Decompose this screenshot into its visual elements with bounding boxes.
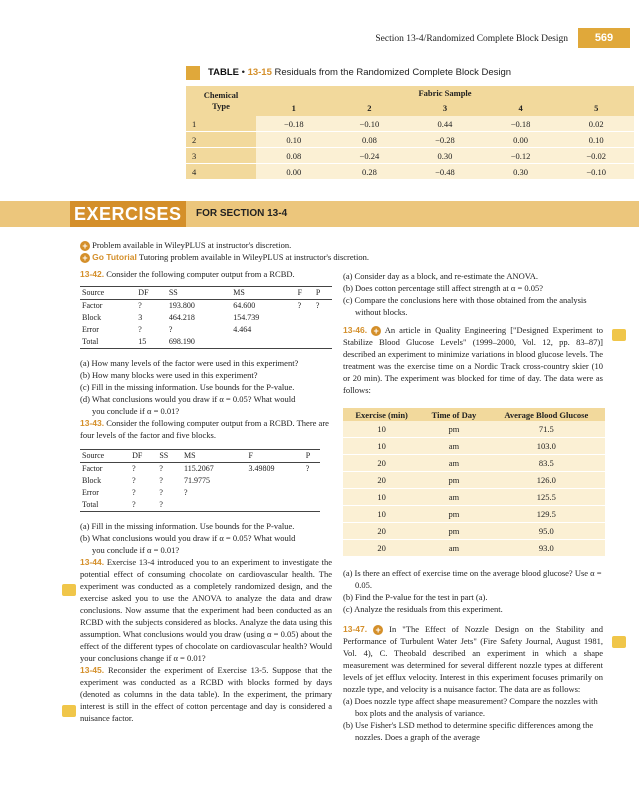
question: (b) Find the P-value for the test in part (a). xyxy=(343,592,488,602)
exercise-text: Consider the following computer output from a RCBD. xyxy=(106,269,295,279)
table-row: 10 pm 71.5 xyxy=(343,421,605,438)
table-row: 2 0.10 0.08 −0.28 0.00 0.10 xyxy=(186,132,634,148)
table-row: 20 am 93.0 xyxy=(343,540,605,557)
group-header: Fabric Sample xyxy=(256,86,634,100)
table-row: 4 0.00 0.28 −0.48 0.30 −0.10 xyxy=(186,164,634,180)
plus-icon: + xyxy=(80,241,90,251)
note-tutorial xyxy=(80,252,369,263)
exercise-number: 13-46. xyxy=(343,325,368,335)
table-label: TABLE xyxy=(208,67,239,78)
exercise-number: 13-45. xyxy=(80,665,105,675)
anova-output-1: Source DF SS MS F P Factor ? 193.800 64.600 ? ? Block 3 464.218 154.739 Error ? ? 4.464 Total 15 698.190 xyxy=(80,286,332,349)
question: (a) Consider day as a block, and re-estimate the ANOVA. xyxy=(343,271,539,281)
table-row: 20 pm 95.0 xyxy=(343,523,605,540)
residuals-table xyxy=(186,86,634,180)
plus-icon: + xyxy=(80,253,90,263)
question: (a) How many levels of the factor were used in this experiment? xyxy=(80,358,299,368)
col-header: Average Blood Glucose xyxy=(488,408,605,421)
exercise-13-46 xyxy=(343,324,603,396)
plus-icon: + xyxy=(373,625,383,635)
table-row: 10 am 125.5 xyxy=(343,489,605,506)
question: (c) Compare the conclusions here with those obtained from the analysis without blocks. xyxy=(343,295,587,317)
question: (b) What conclusions would you draw if α = 0.05? What would xyxy=(80,533,296,543)
table-row: 10 pm 129.5 xyxy=(343,506,605,523)
table-number: 13-15 xyxy=(247,67,272,78)
exercise-number: 13-44. xyxy=(80,557,105,567)
question: you conclude if α = 0.01? xyxy=(92,545,180,555)
glucose-table xyxy=(343,408,605,557)
banner-subtitle: FOR SECTION 13-4 xyxy=(196,208,288,219)
page-number: 569 xyxy=(578,28,630,48)
table-row: 10 am 103.0 xyxy=(343,438,605,455)
exercises-banner xyxy=(0,201,639,227)
exercise-13-44 xyxy=(80,556,332,664)
note-icon xyxy=(612,636,626,648)
row-header: Chemical Type xyxy=(186,86,256,116)
question: (a) Fill in the missing information. Use bounds for the P-value. xyxy=(80,521,295,531)
note-wileyplus xyxy=(80,240,291,251)
col-header: 1 xyxy=(256,100,332,116)
go-tutorial-label: Go Tutorial xyxy=(92,252,137,262)
exercise-text: An article in Quality Engineering ["Designed Experiment to Stabilize Blood Glucose Levels" (1999–2000, Vol. 12, pp. 83–87)] described an experiment to minimize variations in blood glucose levels. The treatment was the exercise time on a Nordic Track cross-country skier (10 or 20 min). The experiment was blocked for time of day. The data were as follows: xyxy=(343,325,603,395)
question: (b) Use Fisher's LSD method to determine specific differences among the nozzles. Does a graph of the average xyxy=(343,720,594,742)
exercise-text: Reconsider the experiment of Exercise 13-5. Suppose that the experiment was conducted as a RCBD with blocks formed by days (denoted as columns in the data table). In the experiment, the primary interest is still in the effect of cotton percentage and day is considered a nuisance factor. xyxy=(80,665,333,723)
right-column xyxy=(343,270,603,743)
section-title: Section 13-4/Randomized Complete Block Design xyxy=(375,34,568,44)
col-header: 4 xyxy=(483,100,559,116)
left-column xyxy=(80,268,332,724)
table-title: Residuals from the Randomized Complete Block Design xyxy=(274,67,512,78)
question: (b) Does cotton percentage still affect strength at α = 0.05? xyxy=(343,283,544,293)
anova-output-2: Source DF SS MS F P Factor ? ? 115.2067 3.49809 ? Block ? ? 71.9775 Error ? ? ? Total ? ? xyxy=(80,449,320,512)
note-icon xyxy=(62,584,76,596)
exercise-text: Exercise 13-4 introduced you to an experiment to investigate the potential effect of consuming chocolate on cardiovascular health. The experiment was conducted as a completely randomized design, and the exercise asked you to use the ANOVA to analyze the data and draw conclusions. Now assume that the experiment had been conducted as an RCBD with the subjects considered as blocks. Analyze the data using this assumption. What conclusions would you draw (using α = 0.05) about the effect of the different types of chocolate on cardiovascular health? Would your conclusions change if α = 0.01? xyxy=(80,557,332,663)
exercise-number: 13-42. xyxy=(80,269,105,279)
question: you conclude if α = 0.01? xyxy=(92,406,180,416)
exercise-13-47 xyxy=(343,623,603,695)
banner-title: EXERCISES xyxy=(70,201,186,227)
col-header: Exercise (min) xyxy=(343,408,420,421)
col-header: 3 xyxy=(407,100,483,116)
note-text: Problem available in WileyPLUS at instructor's discretion. xyxy=(92,240,292,250)
exercise-text: In "The Effect of Nozzle Design on the Stability and Performance of Turbulent Water Jets" (Fire Safety Journal, August 1981, Vol. 4), C. Theobald described an experiment in which a shape measurement was determined for several different nozzle types at different levels of jet efflux velocity. Interest in this experiment focuses primarily on nozzle type, and velocity is a nuisance factor. The data are as follows: xyxy=(343,624,603,694)
exercise-13-45 xyxy=(80,664,332,724)
table-row: 20 pm 126.0 xyxy=(343,472,605,489)
question: (c) Fill in the missing information. Use bounds for the P-value. xyxy=(80,382,295,392)
caption-marker xyxy=(186,66,200,80)
question: (d) What conclusions would you draw if α = 0.05? What would xyxy=(80,394,296,404)
exercise-13-42 xyxy=(80,268,332,280)
col-header: Time of Day xyxy=(420,408,487,421)
exercise-number: 13-47. xyxy=(343,624,368,634)
exercise-13-43 xyxy=(80,417,332,441)
table-row: 3 0.08 −0.24 0.30 −0.12 −0.02 xyxy=(186,148,634,164)
question: (b) How many blocks were used in this experiment? xyxy=(80,370,258,380)
question: (c) Analyze the residuals from this experiment. xyxy=(343,604,503,614)
note-text: Tutoring problem available in WileyPLUS at instructor's discretion. xyxy=(138,252,370,262)
exercise-number: 13-43. xyxy=(80,418,105,428)
col-header: 2 xyxy=(332,100,408,116)
question: (a) Is there an effect of exercise time on the average blood glucose? Use α = 0.05. xyxy=(343,568,602,590)
note-icon xyxy=(62,705,76,717)
table-row: 1 −0.18 −0.10 0.44 −0.18 0.02 xyxy=(186,116,634,132)
plus-icon: + xyxy=(371,326,381,336)
exercise-text: Consider the following computer output from a RCBD. There are four levels of the factor and five blocks. xyxy=(80,418,329,440)
table-row: 20 am 83.5 xyxy=(343,455,605,472)
question: (a) Does nozzle type affect shape measurement? Compare the nozzles with box plots and the analysis of variance. xyxy=(343,696,598,718)
running-header xyxy=(370,28,630,48)
note-icon xyxy=(612,329,626,341)
table-caption: TABLE • 13-15 Residuals from the Randomized Complete Block Design xyxy=(186,66,636,82)
col-header: 5 xyxy=(558,100,634,116)
